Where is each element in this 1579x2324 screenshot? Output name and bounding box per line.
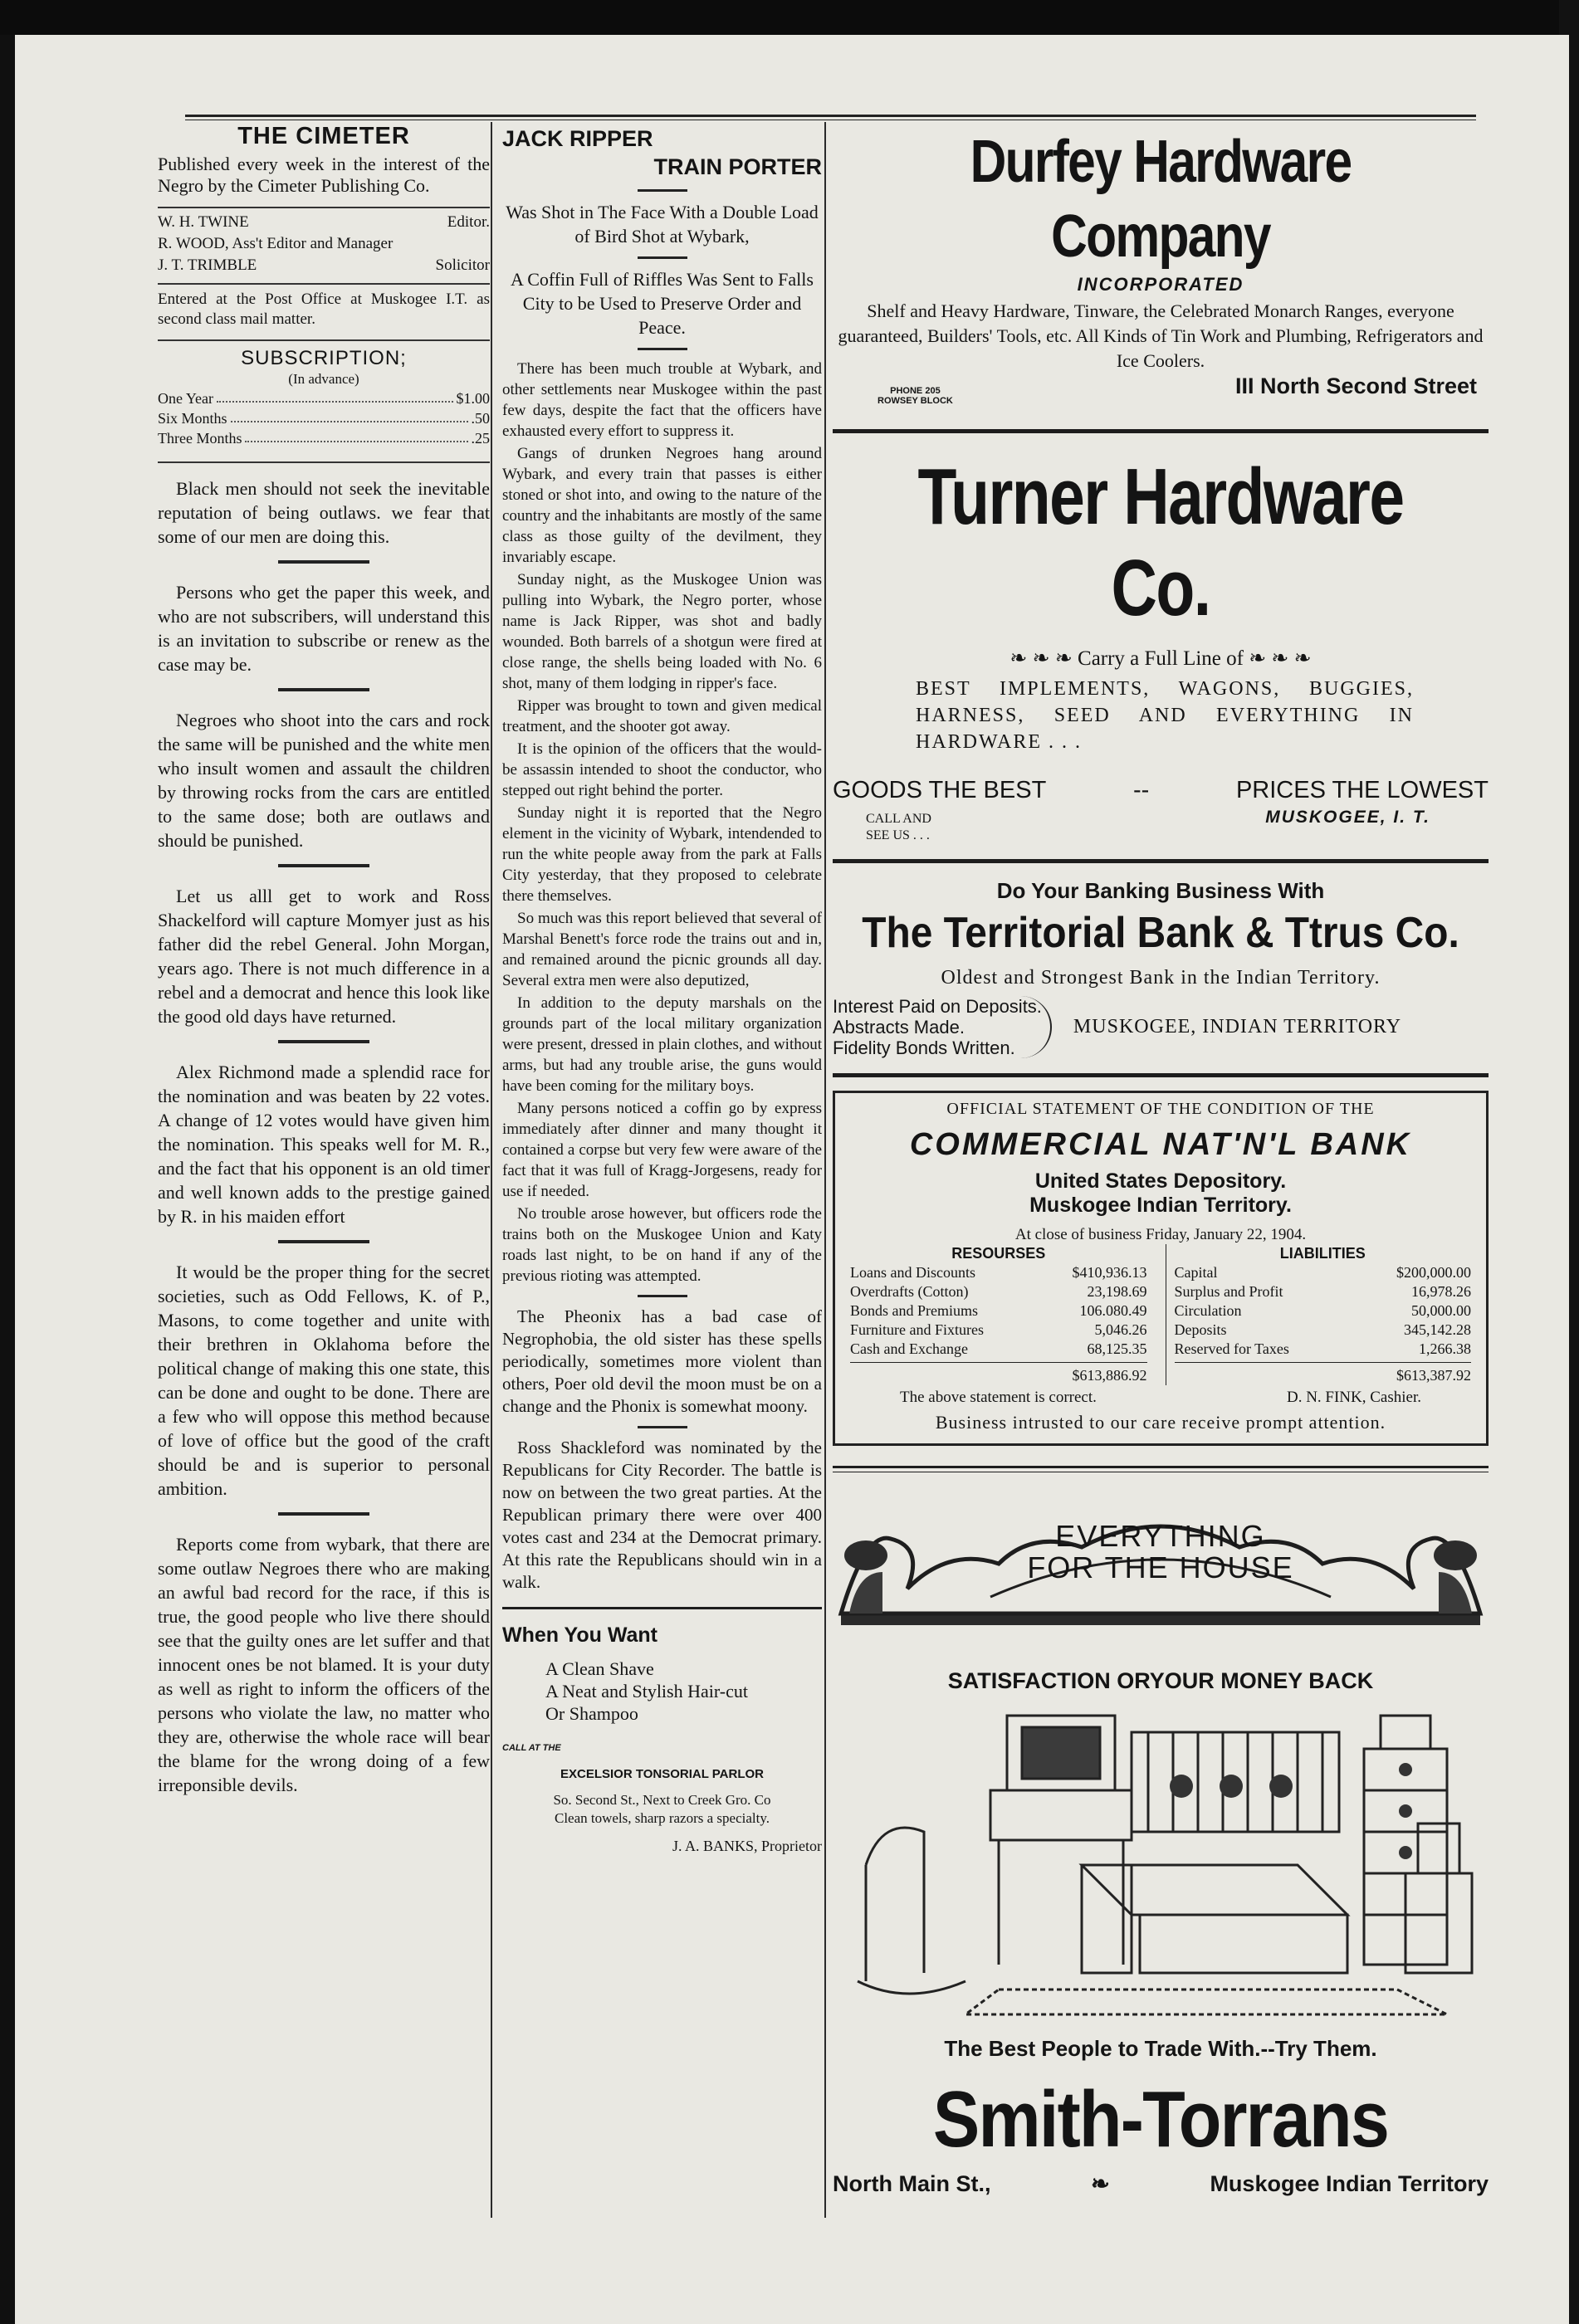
statement-table: RESOURSES Loans and Discounts $410,936.13 Overdrafts (Cotton) 23,198.69 Bonds and Premiums 106.080.49 Furniture and Fixtures 5,046.26 Cash and Exchange 68,125.35 $613,886.92 LIABILITIES Capital $200,000.00 Surplus and Profit 16,978.26 Circulation 50,000.00 Deposits 345,142.28 Reserved for Taxes 1,266.38 $613,387.92 xyxy=(850,1245,1471,1384)
article-paragraph: Gangs of drunken Negroes hang around Wybark, and every train that passes is either stoned or shot into, and owing to the nature of the country and the inhabitants are mostly of the same class as those guilty of the devilment, they invariably escape. xyxy=(502,445,822,566)
article-paragraph: Sunday night, as the Muskogee Union was pulling into Wybark, the Negro porter, whose name is Jack Ripper, was shot and badly wounded. Both barrels of a shotgun were fired at close range, the shells being loaded with No. 6 shot, many of them lodging in ripper's face. xyxy=(502,571,822,692)
editorial-paragraph: Alex Richmond made a splendid race for the nomination and was beaten by 22 votes. A change of 12 votes would have given him the nomination. This speaks well for M. R., and the fact that his opponent is an old timer and well known adds to the prestige gained by R. in his maiden effort xyxy=(158,1062,490,1227)
staff-row: J. T. TRIMBLE Solicitor xyxy=(158,256,490,274)
column-left xyxy=(158,124,490,1797)
barber-ad: When You Want A Clean Shave A Neat and Stylish Hair-cut Or Shampoo CALL AT THE EXCELSIOR TONSORIAL PARLOR So. Second St., Next to Creek Gro. Co Clean towels, sharp razors a specialty. J. A. BANKS, Proprietor xyxy=(502,1621,822,1857)
editorial-paragraph: Reports come from wybark, that there are some outlaw Negroes there who are making an awful bad record for the race, if this is true, the good people who live there should see that the guilty ones are let suffer and that innocent ones be not blamed. It is your duty as well as right to inform the officers of the persons who violate the law, no matter who they are, otherwise the whole race will bear the blame for the wrong doing of a few irreponsible devils. xyxy=(158,1534,490,1795)
separator xyxy=(638,1295,687,1297)
turner-title: Turner Hardware Co. xyxy=(917,452,1404,632)
ad-divider xyxy=(833,429,1489,433)
subscription-heading: SUBSCRIPTION; xyxy=(158,339,490,370)
price-row: One Year $1.00 xyxy=(158,390,490,407)
ad-divider xyxy=(833,859,1489,863)
commercial-bank-statement: OFFICIAL STATEMENT OF THE CONDITION OF THE COMMERCIAL NAT'N'L BANK United States Depository. Muskogee Indian Territory. At close of business Friday, January 22, 1904. RESOURSES Loans and Discounts $410,936.13 Overdrafts (Cotton) 23,198.69 Bonds and Premiums 106.080.49 Furniture and Fixtures 5,046.26 Cash and Exchange 68,125.35 $613,886.92 LIABILITIES Capital $200,000.00 Surplus and Profit 16,978.26 Circulation 50,000.00 Deposits 345,142.28 Reserved for Taxes 1,266.38 $613,387.92 The above statement is correct. D. N. FINK, Cashier. Business intrusted to our care receive prompt attention. xyxy=(833,1091,1489,1446)
article-paragraph: No trouble arose however, but officers rode the trains both on the Muskogee Union and Katy roads last night, to be on hand if any of the previous rioting was attempted. xyxy=(502,1205,822,1285)
top-rule xyxy=(185,115,1476,117)
article-paragraph: It is the opinion of the officers that the would-be assassin intended to shoot the conductor, who stepped out right behind the porter. xyxy=(502,740,822,799)
editorial-paragraph: Persons who get the paper this week, and who are not subscribers, will understand this is an invitation to subscribe or renew as the case may be. xyxy=(158,582,490,675)
headline-train-porter: TRAIN PORTER xyxy=(653,154,822,179)
editorial-paragraph: Black men should not seek the inevitable reputation of being outlaws. we fear that some of our men are doing this. xyxy=(158,478,490,547)
ad-divider xyxy=(833,1466,1489,1468)
turner-ad: Turner Hardware Co. ❧ ❧ ❧ Carry a Full Line of ❧ ❧ ❧ BEST IMPLEMENTS, WAGONS, BUGGIES, HARNESS, SEED AND EVERYTHING IN HARDWARE . . . GOODS THE BEST -- PRICES THE LOWEST CALL AND SEE US . . . MUSKOGEE, I. T. xyxy=(833,452,1489,842)
table-row: Loans and Discounts $410,936.13 xyxy=(850,1264,1147,1281)
table-row: Reserved for Taxes 1,266.38 xyxy=(1174,1340,1471,1357)
price-row: Six Months .50 xyxy=(158,410,490,427)
article-deck: A Coffin Full of Riffles Was Sent to Falls City to be Used to Preserve Order and Peace. xyxy=(511,269,814,338)
table-row: Deposits 345,142.28 xyxy=(1174,1321,1471,1338)
ad-divider xyxy=(833,1073,1489,1077)
separator xyxy=(278,688,369,691)
subscription-prices xyxy=(158,388,490,448)
editorial-paragraph: Let us alll get to work and Ross Shackelford will capture Momyer just as his father did the rebel General. John Morgan, years ago. There is not much difference in a rebel and a democrat and hence this look like the good old days have returned. xyxy=(158,886,490,1027)
separator xyxy=(278,1240,369,1243)
column-middle xyxy=(502,124,822,1857)
separator xyxy=(638,1426,687,1428)
postal-notice: Entered at the Post Office at Muskogee I.T. as second class mail matter. xyxy=(158,283,490,330)
article-paragraph: The Pheonix has a bad case of Negrophobia, the old sister has these spells periodically, sometimes more violent than others, Poer old devil the moon must be on a change and the Phonix is somewhat moony. xyxy=(502,1306,822,1416)
staff-list xyxy=(158,207,490,276)
table-row: Surplus and Profit 16,978.26 xyxy=(1174,1283,1471,1300)
table-row: Circulation 50,000.00 xyxy=(1174,1302,1471,1319)
article-paragraph: Sunday night it is reported that the Negro element in the vicinity of Wybark, intendended to run the white people away from the park at Falls City yesterday, that they proposed to celebrate there themselves. xyxy=(502,804,822,905)
table-row: Bonds and Premiums 106.080.49 xyxy=(850,1302,1147,1319)
separator xyxy=(278,1512,369,1516)
territorial-bank-title: The Territorial Bank & Ttrus Co. xyxy=(862,909,1459,957)
barber-ad-heading: When You Want xyxy=(502,1623,658,1647)
furniture-icon xyxy=(833,1699,1489,2031)
separator xyxy=(638,256,687,259)
staff-row: R. WOOD, Ass't Editor and Manager xyxy=(158,235,394,252)
barber-ad-services: A Clean Shave A Neat and Stylish Hair-cut Or Shampoo xyxy=(545,1658,748,1724)
article-deck: Was Shot in The Face With a Double Load of Bird Shot at Wybark, xyxy=(506,202,819,247)
separator xyxy=(278,864,369,867)
column-divider-1 xyxy=(491,122,492,2218)
smith-torrans-ad: EVERYTHING FOR THE HOUSE SATISFACTION ORYOUR MONEY BACK The Best People to Trade With.--Try Them. Smith-Torrans North Main St., ❧ Muskogee Indian Territory xyxy=(833,1497,1489,2197)
price-row: Three Months .25 xyxy=(158,430,490,447)
ornament-icon: ❧ ❧ ❧ xyxy=(1249,647,1312,670)
ornament-icon: ❧ ❧ ❧ xyxy=(1009,647,1073,670)
table-total: $613,387.92 xyxy=(1175,1362,1472,1385)
ornament-icon: ❧ xyxy=(1091,2171,1110,2196)
column-right-ads xyxy=(833,124,1489,2197)
table-row: Furniture and Fixtures 5,046.26 xyxy=(850,1321,1147,1338)
article-paragraph: Ripper was brought to town and given medical treatment, and the shooter got away. xyxy=(502,697,822,735)
separator xyxy=(638,189,687,192)
everything-banner: EVERYTHING FOR THE HOUSE xyxy=(833,1497,1489,1655)
table-total: $613,886.92 xyxy=(850,1362,1147,1385)
staff-row: W. H. TWINE Editor. xyxy=(158,213,490,231)
smith-torrans-title: Smith-Torrans xyxy=(932,2075,1389,2164)
headline-jack-ripper: JACK RIPPER xyxy=(502,126,653,151)
subscription-note: (In advance) xyxy=(288,371,359,387)
territorial-bank-ad: Do Your Banking Business With The Territorial Bank & Ttrus Co. Oldest and Strongest Bank in the Indian Territory. Interest Paid on Deposits. Abstracts Made. Fidelity Bonds Written. MUSKOGEE, INDIAN TERRITORY xyxy=(833,878,1489,1058)
separator xyxy=(278,1040,369,1043)
table-row: Overdrafts (Cotton) 23,198.69 xyxy=(850,1283,1147,1300)
separator xyxy=(638,348,687,350)
article-paragraph: Many persons noticed a coffin go by express immediately after dinner and many thought it contained a corpse but very few were aware of the fact that it was full of Kragg-Jorgesens, ready for use if needed. xyxy=(502,1100,822,1200)
article-paragraph: So much was this report believed that several of Marshal Benett's force rode the trains out and in, and remained around the picnic grounds all day. Several extra men were also deputized, xyxy=(502,910,822,989)
column-divider-2 xyxy=(824,122,826,2218)
masthead-intro: Published every week in the interest of the Negro by the Cimeter Publishing Co. xyxy=(158,154,490,196)
bedroom-set-illustration xyxy=(833,1699,1489,2031)
masthead: THE CIMETER xyxy=(237,123,410,149)
editorial-paragraph: It would be the proper thing for the secret societies, such as Odd Fellows, K. of P., Masons, to come together and unite with their brethren in Oklahoma before the political change of making this one state, this can be done and ought to be done. There are a few who will oppose this method because of love of office but the good of the craft should be and is superior to personal ambition. xyxy=(158,1262,490,1499)
editorial-paragraph: Negroes who shoot into the cars and rock the same will be punished and the white men who insult women and assault the children by throwing rocks from the cars are entitled to the same dose; both are outlaws and should be punished. xyxy=(158,710,490,851)
article-paragraph: There has been much trouble at Wybark, and other settlements near Muskogee within the past few days, despite the fact that the officers have exhausted every effort to suppress it. xyxy=(502,360,822,440)
separator xyxy=(278,560,369,564)
article-paragraph: Ross Shackleford was nominated by the Republicans for City Recorder. The battle is now on between the two great parties. At the Republican primary there were over 400 votes cast and 234 at the Democrat primary. At this rate the Republicans should win in a walk. xyxy=(502,1438,822,1592)
durfey-title: Durfey Hardware Company xyxy=(970,129,1352,270)
article-paragraph: In addition to the deputy marshals on the grounds part of the local military organization were present, dressed in plain clothes, and without arms, but had any trouble arise, the guns would have been coming for the military boys. xyxy=(502,994,822,1095)
table-row: Capital $200,000.00 xyxy=(1174,1264,1471,1281)
table-row: Cash and Exchange 68,125.35 xyxy=(850,1340,1147,1357)
commercial-bank-title: COMMERCIAL NAT'N'L BANK xyxy=(909,1127,1412,1162)
scan-top-border xyxy=(0,0,1579,35)
durfey-ad: Durfey Hardware Company INCORPORATED Shelf and Heavy Hardware, Tinware, the Celebrated Monarch Ranges, everyone guaranteed, Builders' Tools, etc. All Kinds of Tin Work and Plumbing, Refrigerators and Ice Coolers. PHONE 205 ROWSEY BLOCK III North Second Street xyxy=(833,124,1489,406)
